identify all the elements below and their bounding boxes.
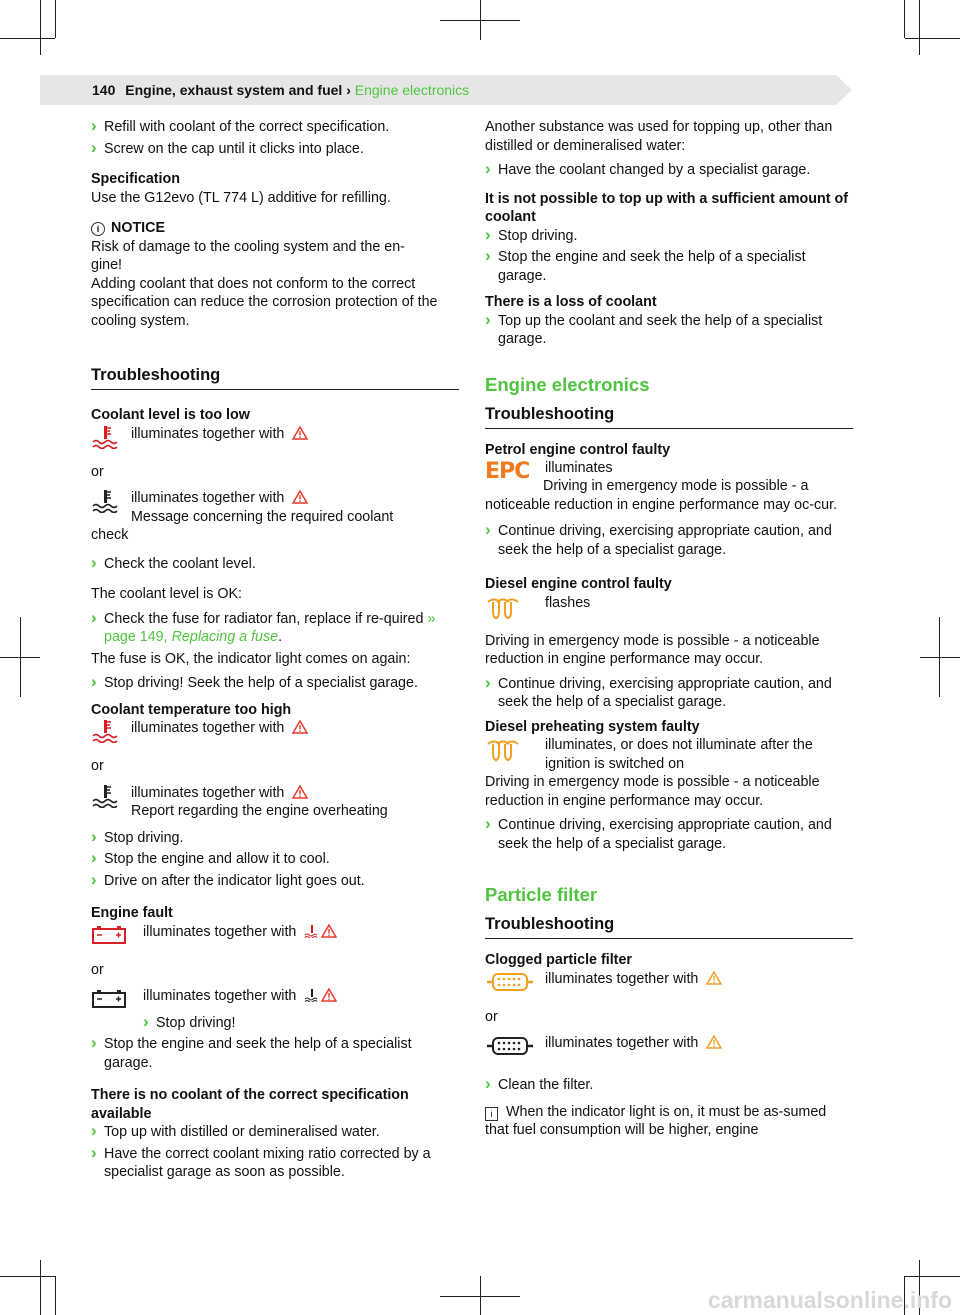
subheading: Diesel engine control faulty: [485, 576, 672, 592]
indicator-label: illuminates together with: [143, 923, 297, 940]
indicator-text: [545, 1034, 853, 1062]
battery-warning-icon: [91, 923, 143, 951]
info-icon: i: [485, 1107, 498, 1121]
warning-triangle-icon: [292, 720, 308, 734]
list-item: › Stop driving! Seek the help of a specialist garage.: [91, 674, 459, 693]
crop-mark: [0, 1276, 55, 1277]
list-item: › Stop driving!: [143, 1014, 459, 1033]
indicator-row: [91, 923, 459, 951]
crop-mark: [40, 1260, 41, 1315]
list-item: › Stop the engine and seek the help of a specialist garage.: [485, 248, 853, 285]
message-text: Message concerning the required coolant: [131, 508, 394, 525]
crop-mark: [55, 1276, 56, 1315]
spec-heading: Specification: [91, 171, 180, 187]
subheading: It is not possible to top up with a sufficient amount of coolant: [485, 190, 848, 225]
paragraph: The coolant level is OK:: [91, 586, 242, 602]
glow-plug-icon: [485, 736, 545, 764]
list-item: › Have the correct coolant mixing ratio corrected by a specialist garage as soon as possible.: [91, 1145, 459, 1182]
page-number: 140: [92, 82, 116, 98]
epc-icon: EPC: [485, 459, 530, 484]
message-text: check: [91, 527, 129, 543]
list-item: › Continue driving, exercising appropriate caution, and seek the help of a specialist garage.: [485, 522, 853, 559]
notice-icon: i: [91, 222, 105, 236]
coolant-warning-icon: [91, 719, 131, 747]
particle-filter-warning-icon: [485, 970, 545, 998]
list-item: › Clean the filter.: [485, 1076, 853, 1095]
list-item: › Continue driving, exercising appropriate caution, and seek the help of a specialist garage.: [485, 816, 853, 853]
subheading: There is a loss of coolant: [485, 294, 657, 310]
crop-mark: [0, 38, 55, 39]
list-item: › Stop the engine and seek the help of a specialist garage.: [91, 1035, 459, 1072]
spec-text: Use the G12evo (TL 774 L) additive for refilling.: [91, 189, 391, 206]
crop-mark: [919, 0, 920, 55]
crop-mark: [480, 0, 481, 40]
notice-line: gine!: [91, 257, 123, 273]
indicator-row: [91, 784, 459, 821]
crop-mark: [920, 657, 960, 658]
paragraph: Driving in emergency mode is possible - a noticeable reduction in engine performance may occur.: [485, 774, 820, 809]
breadcrumb-separator: ›: [346, 82, 351, 98]
indicator-row: [91, 425, 459, 453]
breadcrumb: [92, 80, 469, 100]
warning-triangle-icon: [706, 971, 722, 985]
paragraph: Driving in emergency mode is possible - a noticeable reduction in engine performance may occur.: [485, 632, 820, 667]
indicator-text: [143, 987, 459, 1035]
crop-mark: [905, 1276, 960, 1277]
right-column: [485, 118, 853, 1146]
subheading: Clogged particle filter: [485, 952, 632, 968]
indicator-row: [485, 1034, 853, 1062]
watermark: carmanualsonline.info: [707, 1286, 952, 1313]
indicator-row: [485, 736, 853, 773]
subheading: There is no coolant of the correct specification available: [91, 1087, 409, 1122]
indicator-text: [143, 923, 459, 951]
crop-mark: [939, 617, 940, 697]
paragraph: Another substance was used for topping up, other than distilled or demineralised water:: [485, 119, 833, 154]
section-heading: Troubleshooting: [91, 364, 459, 390]
or-label: or: [91, 961, 104, 978]
or-label: or: [91, 463, 104, 480]
left-column: [91, 118, 459, 1185]
or-label: or: [485, 1008, 498, 1025]
breadcrumb-current[interactable]: Engine electronics: [354, 82, 470, 98]
message-text: Report regarding the engine overheating: [131, 803, 388, 819]
indicator-text: [545, 594, 853, 628]
indicator-row: [485, 970, 853, 998]
warning-triangle-icon: [706, 1035, 722, 1049]
indicator-text: [131, 719, 459, 747]
indicator-row: [91, 719, 459, 747]
indicator-row: [91, 987, 459, 1035]
info-note: [485, 1103, 853, 1140]
chapter-heading: Engine electronics: [485, 373, 650, 395]
indicator-label: illuminates: [545, 460, 613, 476]
list-item: › Top up the coolant and seek the help of a specialist garage.: [485, 312, 853, 349]
coolant-level-icon: [91, 489, 131, 517]
coolant-warning-icon: [91, 425, 131, 453]
list-item: › Screw on the cap until it clicks into place.: [91, 140, 459, 159]
list-item: › Stop the engine and allow it to cool.: [91, 850, 459, 869]
subheading: Diesel preheating system faulty: [485, 718, 700, 735]
indicator-text: [545, 970, 853, 998]
list-item: › Check the coolant level.: [91, 555, 459, 574]
warning-triangle-icon: [321, 988, 337, 1002]
indicator-label: illuminates together with: [545, 970, 699, 987]
crop-mark: [20, 617, 21, 697]
list-item: › Check the fuse for radiator fan, replace if re-quired » page 149, Replacing a fuse.: [91, 610, 459, 647]
notice-title: NOTICE: [111, 220, 166, 236]
indicator-label: illuminates together with: [131, 720, 285, 736]
indicator-row: [91, 489, 459, 526]
notice-line: Risk of damage to the cooling system and the en-: [91, 238, 405, 255]
warning-triangle-icon: [292, 785, 308, 799]
chapter-heading: Particle filter: [485, 884, 598, 905]
or-label: or: [91, 758, 104, 774]
battery-icon: [91, 987, 143, 1015]
list-item: › Have the coolant changed by a specialist garage.: [485, 161, 853, 180]
notice-text: Adding coolant that does not conform to the correct specification can reduce the corrosion protection of the cooling system.: [91, 275, 438, 329]
indicator-text: [131, 425, 459, 453]
list-item: › Drive on after the indicator light goes out.: [91, 872, 459, 891]
warning-triangle-icon: [292, 426, 308, 440]
indicator-label: illuminates together with: [131, 784, 285, 801]
list-item: › Stop driving.: [485, 227, 853, 246]
crop-mark: [904, 0, 905, 38]
notice-heading: [91, 219, 459, 238]
list-item-text: Check the fuse for radiator fan, replace if re-quired: [104, 610, 428, 627]
coolant-level-icon: [91, 784, 131, 812]
list-item: › Refill with coolant of the correct specification.: [91, 118, 459, 137]
coolant-small-icon: [304, 988, 320, 1002]
indicator-text: [131, 489, 459, 526]
indicator-text: illuminates, or does not illuminate after the ignition is switched on: [545, 737, 813, 772]
indicator-label: illuminates together with: [143, 988, 297, 1004]
paragraph: Driving in emergency mode is possible - a noticeable reduction in engine performance may oc-cur.: [485, 478, 838, 513]
subheading: Coolant level is too low: [91, 407, 250, 423]
indicator-label: flashes: [545, 594, 591, 611]
info-text: When the indicator light is on, it must be as-sumed that fuel consumption will be higher, engine: [485, 1103, 827, 1138]
warning-triangle-icon: [321, 924, 337, 938]
indicator-text: [131, 784, 459, 821]
warning-triangle-icon: [292, 490, 308, 504]
paragraph: The fuse is OK, the indicator light comes on again:: [91, 650, 411, 667]
glow-plug-icon: [485, 594, 545, 628]
subheading: Coolant temperature too high: [91, 701, 292, 718]
crop-mark: [40, 0, 41, 55]
indicator-label: illuminates together with: [545, 1035, 699, 1051]
list-item: › Stop driving.: [91, 829, 459, 848]
list-item: › Top up with distilled or demineralised water.: [91, 1123, 459, 1142]
particle-filter-icon: [485, 1034, 545, 1062]
page-link[interactable]: » page 149, Replacing a fuse: [104, 610, 436, 645]
subheading: Petrol engine control faulty: [485, 441, 671, 458]
breadcrumb-section[interactable]: Engine, exhaust system and fuel: [125, 82, 343, 98]
indicator-row: [485, 594, 853, 628]
section-heading: Troubleshooting: [485, 403, 853, 429]
crop-mark: [55, 0, 56, 38]
list-item: › Continue driving, exercising appropriate caution, and seek the help of a specialist garage.: [485, 675, 853, 712]
crop-mark: [480, 1276, 481, 1315]
subheading: Engine fault: [91, 905, 173, 921]
indicator-label: illuminates together with: [131, 490, 285, 506]
indicator-label: illuminates together with: [131, 425, 285, 442]
coolant-small-icon: [304, 924, 320, 938]
crop-mark: [905, 38, 960, 39]
section-heading: Troubleshooting: [485, 913, 853, 939]
